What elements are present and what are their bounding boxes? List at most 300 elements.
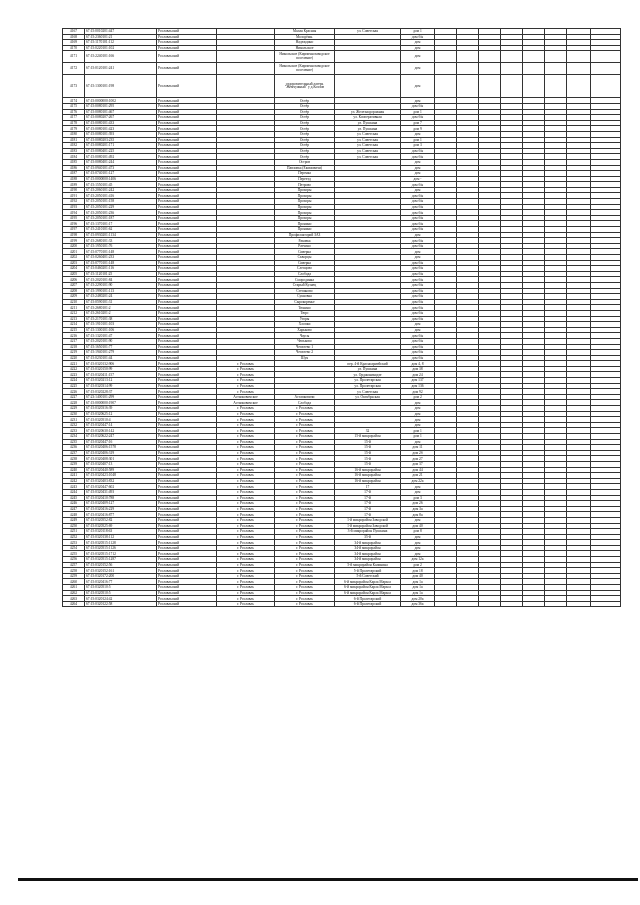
- cell-cadastral-number: 67:15:0260401:233: [85, 255, 157, 261]
- cell-settlement: г. Рославль: [217, 585, 275, 591]
- cell-row-number: 4222: [63, 366, 85, 372]
- cell-empty: [457, 75, 479, 98]
- table-row: [63, 601, 621, 607]
- cell-cadastral-number: 67:15:0220101:102: [85, 45, 157, 51]
- cell-locality: г. Рославль: [275, 501, 335, 507]
- cell-cadastral-number: 67:23:1400101:299: [85, 394, 157, 400]
- cell-cadastral-number: 67:15:1120101:25: [85, 271, 157, 277]
- cell-cadastral-number: 67:15:0320510:4: [85, 417, 157, 423]
- cell-house: дом: [401, 540, 435, 546]
- cell-house: дом б/н: [401, 355, 435, 361]
- cell-street: ул. Октябрьская: [335, 394, 401, 400]
- cell-empty: [501, 51, 523, 63]
- cell-row-number: 4174: [63, 98, 85, 104]
- cell-district: Рославльский: [157, 232, 217, 238]
- cell-district: Рославльский: [157, 255, 217, 261]
- cell-empty: [545, 75, 567, 98]
- cell-cadastral-number: 67:15:1170101:112: [85, 40, 157, 46]
- cell-district: Рославльский: [157, 338, 217, 344]
- cell-house: дом б/н: [401, 333, 435, 339]
- cell-empty: [479, 51, 501, 63]
- cell-cadastral-number: 67:15:0080101:393: [85, 131, 157, 137]
- cell-street: [335, 51, 401, 63]
- cell-district: Рославльский: [157, 361, 217, 367]
- cell-locality: г. Рославль: [275, 439, 335, 445]
- cell-row-number: 4223: [63, 372, 85, 378]
- table-row: [63, 51, 621, 63]
- cell-house: дом 22а: [401, 478, 435, 484]
- cell-settlement: г. Рославль: [217, 456, 275, 462]
- cell-cadastral-number: 67:15:2050101:158: [85, 199, 157, 205]
- cell-cadastral-number: 67:15:0120101:241: [85, 63, 157, 75]
- cell-locality: Астапковичи: [275, 394, 335, 400]
- cell-locality: Чепелево 1: [275, 344, 335, 350]
- cell-street: [335, 75, 401, 98]
- cell-district: Рославльский: [157, 517, 217, 523]
- cell-locality: г. Рославль: [275, 495, 335, 501]
- cell-settlement: г. Рославль: [217, 596, 275, 602]
- cell-cadastral-number: 67:15:0320431:493: [85, 489, 157, 495]
- cell-settlement: г. Рославль: [217, 529, 275, 535]
- cell-row-number: 4175: [63, 103, 85, 109]
- cell-cadastral-number: 67:15:0320625:12: [85, 411, 157, 417]
- cell-district: Рославльский: [157, 383, 217, 389]
- cell-house: дом 44: [401, 467, 435, 473]
- cell-cadastral-number: 67:15:1300101:198: [85, 75, 157, 98]
- cell-locality: г. Рославль: [275, 422, 335, 428]
- cell-locality: Слепцово: [275, 266, 335, 272]
- cell-cadastral-number: 67:15:0080401:225: [85, 148, 157, 154]
- cell-row-number: 4167: [63, 29, 85, 35]
- cell-cadastral-number: 67:15:0000000:1406: [85, 176, 157, 182]
- cell-locality: Угоры: [275, 316, 335, 322]
- cell-house: дом: [401, 422, 435, 428]
- cell-cadastral-number: 67:15:0930201:1134: [85, 232, 157, 238]
- cell-street: [335, 63, 401, 75]
- cell-row-number: 4252: [63, 534, 85, 540]
- cell-row-number: 4219: [63, 350, 85, 356]
- cell-house: дом: [401, 534, 435, 540]
- cell-cadastral-number: 67:15:0080401:244: [85, 159, 157, 165]
- cell-house: дом б/н: [401, 199, 435, 205]
- cell-district: Рославльский: [157, 411, 217, 417]
- cell-district: Рославльский: [157, 126, 217, 132]
- cell-house: дом б/н: [401, 243, 435, 249]
- cell-cadastral-number: 67:15:2050101:236: [85, 210, 157, 216]
- cell-locality: г. Рославль: [275, 545, 335, 551]
- cell-settlement: г. Рославль: [217, 579, 275, 585]
- cell-house: дом 20а: [401, 596, 435, 602]
- cell-settlement: г. Рославль: [217, 478, 275, 484]
- cell-street: 6-й микрорайон Карла Маркса: [335, 590, 401, 596]
- cell-district: Рославльский: [157, 596, 217, 602]
- cell-locality: Переезд: [275, 176, 335, 182]
- cell-district: Рославльский: [157, 333, 217, 339]
- cell-empty: [501, 75, 523, 98]
- cell-house: дом: [401, 75, 435, 98]
- cell-district: Рославльский: [157, 171, 217, 177]
- cell-street: 34-й микрорайон: [335, 545, 401, 551]
- cell-row-number: 4204: [63, 266, 85, 272]
- cell-row-number: 4172: [63, 63, 85, 75]
- cell-locality: г. Рославль: [275, 450, 335, 456]
- cell-district: Рославльский: [157, 450, 217, 456]
- cell-row-number: 4192: [63, 199, 85, 205]
- cell-locality: г. Рославль: [275, 512, 335, 518]
- cell-settlement: г. Рославль: [217, 512, 275, 518]
- cell-district: Рославльский: [157, 562, 217, 568]
- cell-locality: оздоровительный лагерь "Жемчужный" у д.Козлов: [275, 75, 335, 98]
- cell-locality: Прохоры: [275, 204, 335, 210]
- cell-row-number: 4216: [63, 333, 85, 339]
- cell-locality: Скворцы: [275, 255, 335, 261]
- cell-row-number: 4241: [63, 473, 85, 479]
- cell-house: дом: [401, 417, 435, 423]
- cell-cadastral-number: 67:15:2290101:90: [85, 282, 157, 288]
- cell-settlement: Астапковичское: [217, 394, 275, 400]
- cell-house: дом 2б: [401, 450, 435, 456]
- cell-row-number: 4214: [63, 322, 85, 328]
- cell-locality: г. Рославль: [275, 557, 335, 563]
- cell-locality: Ратчино: [275, 243, 335, 249]
- cell-district: Рославльский: [157, 154, 217, 160]
- cell-cadastral-number: 67:15:2020101:84: [85, 277, 157, 283]
- cell-cadastral-number: 67:15:1300101:106: [85, 327, 157, 333]
- cell-locality: г. Рославль: [275, 484, 335, 490]
- cell-settlement: г. Рославль: [217, 501, 275, 507]
- cell-house: дом 1: [401, 428, 435, 434]
- cell-house: дом: [401, 551, 435, 557]
- cell-row-number: 4261: [63, 585, 85, 591]
- cell-house: дом: [401, 484, 435, 490]
- cell-house: дом б/н: [401, 310, 435, 316]
- page-bottom-rule: [18, 878, 638, 881]
- cell-house: дом б/н: [401, 350, 435, 356]
- cell-house: дом 1: [401, 434, 435, 440]
- cell-locality: Перенка: [275, 171, 335, 177]
- cell-cadastral-number: 67:15:0320552:82: [85, 517, 157, 523]
- cell-empty: [479, 63, 501, 75]
- cell-row-number: 4260: [63, 579, 85, 585]
- cell-district: Рославльский: [157, 568, 217, 574]
- cell-locality: Сукновка: [275, 294, 335, 300]
- cell-house: дом 26: [401, 501, 435, 507]
- cell-row-number: 4207: [63, 282, 85, 288]
- cell-street: ул. Советская: [335, 143, 401, 149]
- cell-house: дом 8: [401, 529, 435, 535]
- cell-row-number: 4220: [63, 355, 85, 361]
- cell-district: Рославльский: [157, 467, 217, 473]
- cell-locality: Петрово: [275, 182, 335, 188]
- cell-empty: [567, 51, 591, 63]
- cell-row-number: 4218: [63, 344, 85, 350]
- cell-row-number: 4184: [63, 154, 85, 160]
- cell-row-number: 4217: [63, 338, 85, 344]
- cell-house: дом 38: [401, 366, 435, 372]
- cell-empty: [591, 51, 621, 63]
- cell-district: Рославльский: [157, 434, 217, 440]
- cell-cadastral-number: 67:15:0080203:235: [85, 137, 157, 143]
- cell-district: Рославльский: [157, 344, 217, 350]
- cell-locality: Чепьково: [275, 338, 335, 344]
- cell-cadastral-number: 67:15:0320408:301: [85, 456, 157, 462]
- cell-cadastral-number: 67:15:0320447:602: [85, 484, 157, 490]
- cell-district: Рославльский: [157, 98, 217, 104]
- cell-house: дом: [401, 40, 435, 46]
- cell-locality: Слобода: [275, 400, 335, 406]
- cell-street: 15-й: [335, 439, 401, 445]
- cell-row-number: 4176: [63, 109, 85, 115]
- cell-row-number: 4235: [63, 439, 85, 445]
- cell-row-number: 4248: [63, 512, 85, 518]
- cell-settlement: [217, 75, 275, 98]
- cell-house: дом: [401, 63, 435, 75]
- cell-house: дом: [401, 249, 435, 255]
- cell-row-number: 4236: [63, 445, 85, 451]
- cell-row-number: 4239: [63, 461, 85, 467]
- cell-settlement: г. Рославль: [217, 439, 275, 445]
- cell-cadastral-number: 67:15:2050101:187: [85, 215, 157, 221]
- cell-locality: г. Рославль: [275, 473, 335, 479]
- cell-district: Рославльский: [157, 355, 217, 361]
- cell-cadastral-number: 67:15:0320152:161: [85, 568, 157, 574]
- cell-district: Рославльский: [157, 316, 217, 322]
- cell-street: 17-й: [335, 512, 401, 518]
- cell-district: Рославльский: [157, 210, 217, 216]
- cell-house: дом б/н: [401, 294, 435, 300]
- cell-settlement: г. Рославль: [217, 450, 275, 456]
- cell-street: ул. Советская: [335, 29, 401, 35]
- cell-settlement: г. Рославль: [217, 506, 275, 512]
- cell-house: дом: [401, 159, 435, 165]
- cell-house: дом 137: [401, 378, 435, 384]
- cell-row-number: 4183: [63, 148, 85, 154]
- cell-row-number: 4230: [63, 411, 85, 417]
- cell-empty: [591, 63, 621, 75]
- cell-empty: [457, 63, 479, 75]
- cell-locality: г. Рославль: [275, 461, 335, 467]
- cell-house: дом б/н: [401, 260, 435, 266]
- cell-row-number: 4221: [63, 361, 85, 367]
- cell-row-number: 4206: [63, 277, 85, 283]
- cell-locality: Профилакторий ЗАЗ: [275, 232, 335, 238]
- cell-street: ул. Кооперативная: [335, 115, 401, 121]
- cell-settlement: г. Рославль: [217, 601, 275, 607]
- cell-row-number: 4228: [63, 400, 85, 406]
- cell-street: 34-й микрорайон: [335, 557, 401, 563]
- cell-row-number: 4246: [63, 501, 85, 507]
- cell-row-number: 4251: [63, 529, 85, 535]
- cell-cadastral-number: 67:15:2050101:229: [85, 204, 157, 210]
- cell-settlement: Астапковичское: [217, 400, 275, 406]
- cell-cadastral-number: 67:15:1950101:76: [85, 243, 157, 249]
- cell-house: дом б/н: [401, 34, 435, 40]
- cell-district: Рославльский: [157, 199, 217, 205]
- cell-empty: [523, 51, 545, 63]
- cell-settlement: г. Рославль: [217, 495, 275, 501]
- cell-locality: г. Рославль: [275, 434, 335, 440]
- cell-settlement: г. Рославль: [217, 484, 275, 490]
- cell-district: Рославльский: [157, 406, 217, 412]
- cell-locality: Павловка (Екимовичи): [275, 165, 335, 171]
- cell-district: Рославльский: [157, 75, 217, 98]
- cell-district: Рославльский: [157, 187, 217, 193]
- cell-row-number: 4168: [63, 34, 85, 40]
- cell-locality: Остёр: [275, 103, 335, 109]
- cell-street: ул. Советская: [335, 389, 401, 395]
- cell-street: ул. Пролетарская: [335, 378, 401, 384]
- cell-row-number: 4211: [63, 305, 85, 311]
- cell-locality: Чаусы: [275, 333, 335, 339]
- cell-locality: г. Рославль: [275, 601, 335, 607]
- cell-house: дом: [401, 171, 435, 177]
- cell-house: дом 9: [401, 126, 435, 132]
- cell-row-number: 4247: [63, 506, 85, 512]
- cell-cadastral-number: 67:15:0320515:1128: [85, 540, 157, 546]
- cell-empty: [523, 63, 545, 75]
- cell-locality: г. Рославль: [275, 467, 335, 473]
- cell-street: ул. Советская: [335, 148, 401, 154]
- cell-house: дом: [401, 98, 435, 104]
- cell-row-number: 4254: [63, 545, 85, 551]
- cell-row-number: 4199: [63, 238, 85, 244]
- cell-street: ул. Пушкина: [335, 120, 401, 126]
- cell-house: дом б/н: [401, 266, 435, 272]
- cell-row-number: 4212: [63, 310, 85, 316]
- cell-district: Рославльский: [157, 445, 217, 451]
- cell-settlement: г. Рославль: [217, 445, 275, 451]
- cell-house: дом: [401, 400, 435, 406]
- cell-row-number: 4193: [63, 204, 85, 210]
- cell-district: Рославльский: [157, 484, 217, 490]
- cell-locality: г. Рославль: [275, 517, 335, 523]
- cell-locality: г. Рославль: [275, 428, 335, 434]
- cell-house: дом б/н: [401, 271, 435, 277]
- cell-cadastral-number: 67:15:2680101:2: [85, 305, 157, 311]
- cell-locality: г. Рославль: [275, 478, 335, 484]
- cell-settlement: г. Рославль: [217, 417, 275, 423]
- cell-locality: Степаново: [275, 288, 335, 294]
- cell-settlement: г. Рославль: [217, 461, 275, 467]
- cell-settlement: г. Рославль: [217, 411, 275, 417]
- cell-locality: Раковка: [275, 238, 335, 244]
- cell-street: 17-й: [335, 495, 401, 501]
- cell-house: дом 92: [401, 389, 435, 395]
- cell-house: дом 11: [401, 445, 435, 451]
- cell-row-number: 4196: [63, 221, 85, 227]
- cell-street: 6-й Пролетарский: [335, 601, 401, 607]
- cell-row-number: 4238: [63, 456, 85, 462]
- cell-house: дом б/н: [401, 215, 435, 221]
- cell-district: Рославльский: [157, 204, 217, 210]
- cell-cadastral-number: 67:15:2170101:38: [85, 316, 157, 322]
- cell-locality: г. Рославль: [275, 596, 335, 602]
- cell-row-number: 4198: [63, 232, 85, 238]
- cell-cadastral-number: 67:15:0230101:44: [85, 355, 157, 361]
- cell-cadastral-number: 67:15:0740101:127: [85, 171, 157, 177]
- cell-cadastral-number: 67:15:1910101:103: [85, 322, 157, 328]
- cell-district: Рославльский: [157, 590, 217, 596]
- cell-cadastral-number: 67:15:2020101:90: [85, 338, 157, 344]
- cell-locality: Остёр: [275, 143, 335, 149]
- cell-district: Рославльский: [157, 601, 217, 607]
- cell-cadastral-number: 67:15:0320406:319: [85, 450, 157, 456]
- cell-cadastral-number: 67:15:0080101:423: [85, 126, 157, 132]
- cell-district: Рославльский: [157, 227, 217, 233]
- cell-locality: Пронино: [275, 227, 335, 233]
- cell-district: Рославльский: [157, 143, 217, 149]
- cell-locality: г. Рославль: [275, 573, 335, 579]
- cell-house: дом б/н: [401, 210, 435, 216]
- cell-house: дом 3а: [401, 506, 435, 512]
- cell-cadastral-number: 67:15:0320138:112: [85, 534, 157, 540]
- cell-house: дом: [401, 45, 435, 51]
- cell-district: Рославльский: [157, 372, 217, 378]
- cell-row-number: 4259: [63, 573, 85, 579]
- cell-empty: [523, 75, 545, 98]
- cell-settlement: г. Рославль: [217, 573, 275, 579]
- cell-locality: Остёр: [275, 98, 335, 104]
- cell-row-number: 4194: [63, 210, 85, 216]
- cell-street: ул. Пролетарская: [335, 383, 401, 389]
- cell-district: Рославльский: [157, 238, 217, 244]
- cell-house: дом 40: [401, 523, 435, 529]
- cell-district: Рославльский: [157, 310, 217, 316]
- cell-row-number: 4243: [63, 484, 85, 490]
- cell-cadastral-number: 67:15:0080101:433: [85, 120, 157, 126]
- cell-district: Рославльский: [157, 506, 217, 512]
- cell-row-number: 4179: [63, 126, 85, 132]
- cell-locality: Надеждино: [275, 40, 335, 46]
- cell-settlement: г. Рославль: [217, 406, 275, 412]
- cell-street: 34-й микрорайон: [335, 551, 401, 557]
- cell-empty: [479, 601, 501, 607]
- cell-locality: г. Рославль: [275, 417, 335, 423]
- cell-row-number: 4191: [63, 193, 85, 199]
- cell-locality: Остёр: [275, 131, 335, 137]
- cell-cadastral-number: 67:15:0320515:1712: [85, 551, 157, 557]
- cell-district: Рославльский: [157, 288, 217, 294]
- cell-house: дом -: [401, 176, 435, 182]
- cell-settlement: г. Рославль: [217, 590, 275, 596]
- cell-house: дом 12а: [401, 557, 435, 563]
- cell-row-number: 4202: [63, 255, 85, 261]
- cell-row-number: 4169: [63, 40, 85, 46]
- cell-row-number: 4187: [63, 171, 85, 177]
- cell-street: 15-й: [335, 456, 401, 462]
- cell-locality: Никольское (Кирпичнозаводское поселение): [275, 63, 335, 75]
- cell-settlement: г. Рославль: [217, 389, 275, 395]
- cell-cadastral-number: 67:15:0320423:1048: [85, 473, 157, 479]
- cell-district: Рославльский: [157, 495, 217, 501]
- cell-settlement: г. Рославль: [217, 428, 275, 434]
- cell-cadastral-number: 67:15:1940101:279: [85, 350, 157, 356]
- cell-settlement: г. Рославль: [217, 540, 275, 546]
- cell-district: Рославльский: [157, 165, 217, 171]
- cell-house: дом 2: [401, 562, 435, 568]
- cell-street: ул. Орджоникидзе: [335, 372, 401, 378]
- cell-locality: г. Рославль: [275, 562, 335, 568]
- cell-house: дом: [401, 439, 435, 445]
- cell-locality: Остёр: [275, 137, 335, 143]
- cell-district: Рославльский: [157, 400, 217, 406]
- cell-locality: Сиверка: [275, 260, 335, 266]
- cell-locality: г. Рославль: [275, 529, 335, 535]
- cell-locality: г. Рославль: [275, 585, 335, 591]
- cell-row-number: 4186: [63, 165, 85, 171]
- cell-locality: Никольское (Кирпичнозаводское поселение): [275, 51, 335, 63]
- cell-house: дом 3: [401, 143, 435, 149]
